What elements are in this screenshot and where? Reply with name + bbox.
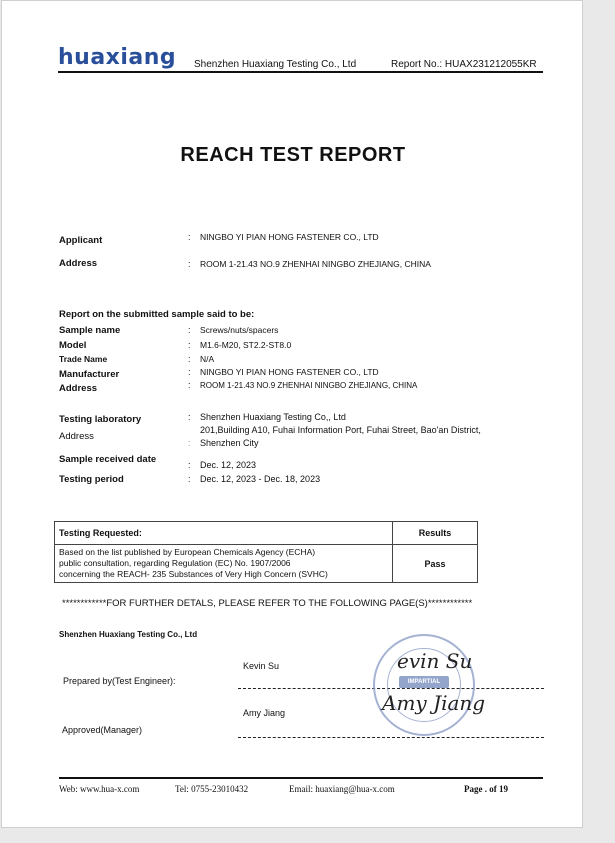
manufacturer-address-value: ROOM 1-21.43 NO.9 ZHENHAI NINGBO ZHEJIANG, CHINA bbox=[200, 381, 418, 390]
colon: : bbox=[188, 438, 191, 448]
model-label: Model bbox=[59, 340, 87, 351]
lab-value: Shenzhen Huaxiang Testing Co,, Ltd bbox=[200, 412, 346, 422]
received-value: Dec. 12, 2023 bbox=[200, 460, 257, 470]
period-label: Testing period bbox=[59, 474, 124, 485]
colon: : bbox=[188, 259, 191, 269]
colon: : bbox=[188, 340, 191, 350]
result-pass: Pass bbox=[393, 545, 478, 583]
testing-requested-cell bbox=[55, 545, 393, 583]
requested-line1: Based on the list published by European Chemicals Agency (ECHA) bbox=[59, 547, 316, 557]
report-page bbox=[1, 0, 583, 828]
prepared-name: Kevin Su bbox=[243, 661, 280, 671]
lab-address-line1: 201,Building A10, Fuhai Information Port, Fuhai Street, Bao'an District, bbox=[200, 425, 481, 435]
sign-company: Shenzhen Huaxiang Testing Co., Ltd bbox=[59, 630, 198, 639]
colon: : bbox=[188, 367, 191, 377]
approved-signature-line bbox=[238, 737, 544, 738]
manufacturer-value: NINGBO YI PIAN HONG FASTENER CO., LTD bbox=[200, 367, 379, 377]
colon: : bbox=[188, 232, 191, 242]
colon: : bbox=[188, 474, 191, 484]
period-value: Dec. 12, 2023 - Dec. 18, 2023 bbox=[200, 474, 321, 484]
lab-address-line2: Shenzhen City bbox=[200, 438, 259, 448]
sample-name-label: Sample name bbox=[59, 325, 121, 336]
huaxiang-logo: huaxiang bbox=[58, 45, 177, 70]
received-label: Sample received date bbox=[59, 454, 157, 465]
applicant-value: NINGBO YI PIAN HONG FASTENER CO., LTD bbox=[200, 232, 379, 242]
applicant-label: Applicant bbox=[59, 235, 103, 246]
amy-jiang-signature: Amy Jiang bbox=[382, 691, 486, 715]
testing-requested-header: Testing Requested: bbox=[55, 522, 393, 545]
results-header: Results bbox=[393, 522, 478, 545]
colon: : bbox=[188, 325, 191, 335]
sample-heading: Report on the submitted sample said to be: bbox=[59, 309, 255, 320]
header-divider bbox=[58, 71, 543, 73]
manufacturer-address-label: Address bbox=[59, 383, 98, 394]
prepared-label: Prepared by(Test Engineer): bbox=[63, 676, 176, 686]
footer-divider bbox=[59, 777, 543, 779]
colon: : bbox=[188, 412, 191, 422]
colon: : bbox=[188, 460, 191, 470]
lab-address-label: Address bbox=[59, 431, 94, 442]
requested-line2: public consultation, regarding Regulation (EC) No. 1907/2006 bbox=[59, 558, 291, 568]
page-title: REACH TEST REPORT bbox=[180, 144, 406, 166]
stamp-badge: IMPARTIAL bbox=[399, 676, 449, 688]
sample-name-value: Screws/nuts/spacers bbox=[200, 325, 279, 335]
trade-name-label: Trade Name bbox=[59, 354, 108, 364]
approved-label: Approved(Manager) bbox=[62, 725, 143, 735]
results-table bbox=[54, 521, 478, 583]
header-company: Shenzhen Huaxiang Testing Co., Ltd bbox=[194, 59, 357, 70]
footer-email: Email: huaxiang@hua-x.com bbox=[289, 784, 395, 794]
trade-name-value: N/A bbox=[200, 354, 215, 364]
model-value: M1.6-M20, ST2.2-ST8.0 bbox=[200, 340, 292, 350]
footer-tel: Tel: 0755-23010432 bbox=[175, 784, 249, 794]
approved-name: Amy Jiang bbox=[243, 708, 286, 718]
lab-label: Testing laboratory bbox=[59, 414, 142, 425]
applicant-address-value: ROOM 1-21.43 NO.9 ZHENHAI NINGBO ZHEJIANG, CHINA bbox=[200, 259, 431, 269]
further-details-note: ************FOR FURTHER DETALS, PLEASE REFER TO THE FOLLOWING PAGE(S)************ bbox=[62, 598, 473, 609]
kevin-su-signature: evin Su bbox=[397, 649, 473, 673]
requested-line3: concerning the REACH- 235 Substances of Very High Concern (SVHC) bbox=[59, 569, 328, 579]
manufacturer-label: Manufacturer bbox=[59, 369, 120, 380]
colon: : bbox=[188, 354, 191, 364]
report-number: Report No.: HUAX231212055KR bbox=[391, 59, 537, 70]
footer-page: Page . of 19 bbox=[464, 784, 508, 794]
colon: : bbox=[188, 380, 191, 390]
footer-web: Web: www.hua-x.com bbox=[59, 784, 140, 794]
applicant-address-label: Address bbox=[59, 258, 98, 269]
